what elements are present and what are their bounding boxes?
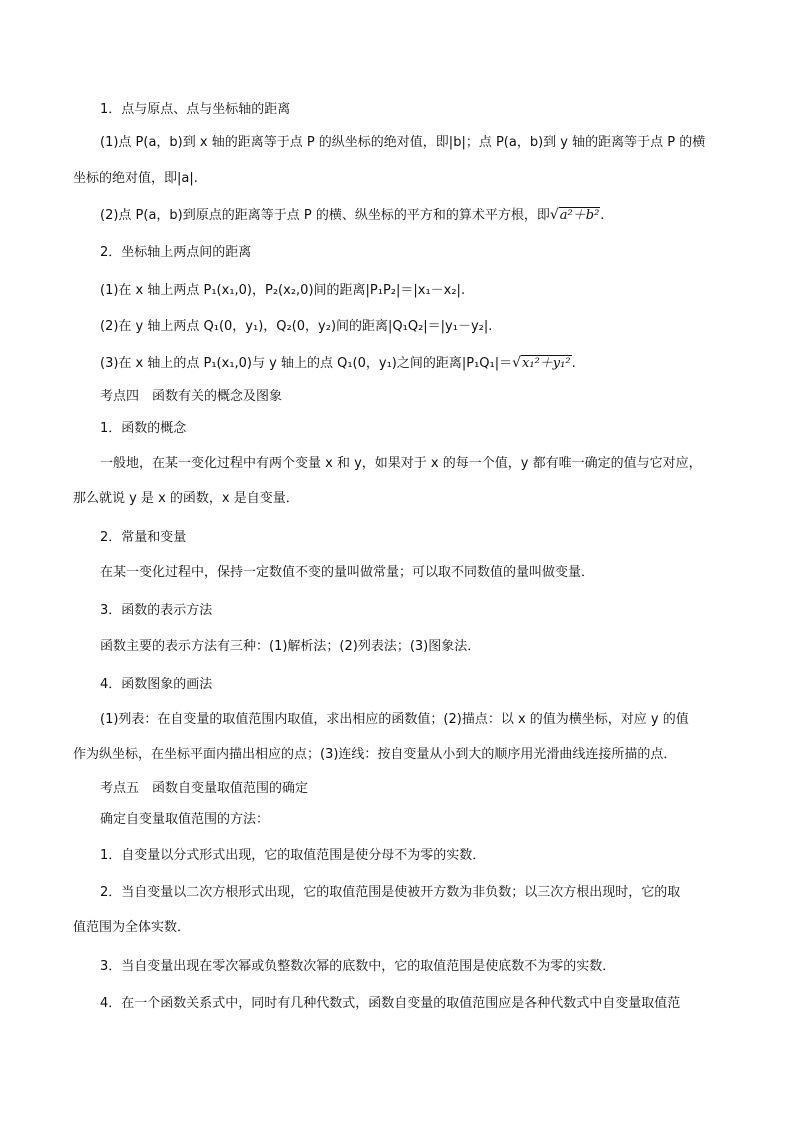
sqrt-radicand: a²＋b² bbox=[559, 208, 600, 223]
kaodian-4-item-3-title: 3．函数的表示方法 bbox=[100, 603, 213, 618]
kaodian-5-title: 考点五 函数自变量取值范围的确定 bbox=[100, 781, 309, 796]
kaodian-4-item-4-paragraph-b: 作为纵坐标，在坐标平面内描出相应的点；(3)连线：按自变量从小到大的顺序用光滑曲线连接所描的点． bbox=[73, 747, 677, 762]
kaodian-4-item-4-paragraph-a: (1)列表：在自变量的取值范围内取值，求出相应的函数值；(2)描点：以 x 的值为横坐标，对应 y 的值 bbox=[100, 712, 689, 727]
kaodian-4-item-1-paragraph-a: 一般地，在某一变化过程中有两个变量 x 和 y，如果对于 x 的每一个值，y 都有唯一确定的值与它对应， bbox=[100, 456, 702, 471]
kaodian-4-item-4-title: 4．函数图象的画法 bbox=[100, 677, 213, 692]
section-1-title: 1．点与原点、点与坐标轴的距离 bbox=[100, 102, 291, 117]
section-2-paragraph-2: (2)在 y 轴上两点 Q₁(0，y₁)，Q₂(0，y₂)间的距离|Q₁Q₂|＝|y₁－y₂|. bbox=[100, 319, 493, 334]
kaodian-4-item-1-title: 1．函数的概念 bbox=[100, 421, 187, 436]
kaodian-4-title: 考点四 函数有关的概念及图象 bbox=[100, 389, 283, 404]
section-1-paragraph-2-end: . bbox=[600, 208, 605, 223]
sqrt-formula-x1-y1: √x₁²＋y₁² bbox=[512, 355, 571, 371]
kaodian-5-rule-2b: 值范围为全体实数． bbox=[73, 920, 191, 935]
sqrt-radicand-2: x₁²＋y₁² bbox=[522, 356, 571, 371]
kaodian-5-intro: 确定自变量取值范围的方法： bbox=[100, 812, 270, 827]
kaodian-4-item-3-paragraph: 函数主要的表示方法有三种：(1)解析法；(2)列表法；(3)图象法． bbox=[100, 639, 481, 654]
section-1-paragraph-2-text: (2)点 P(a，b)到原点的距离等于点 P 的横、纵坐标的平方和的算术平方根，即 bbox=[100, 208, 550, 223]
section-2-title: 2．坐标轴上两点间的距离 bbox=[100, 245, 252, 260]
kaodian-4-item-2-paragraph: 在某一变化过程中，保持一定数值不变的量叫做常量；可以取不同数值的量叫做变量． bbox=[100, 565, 595, 580]
section-1-paragraph-1b: 坐标的绝对值，即|a|. bbox=[73, 171, 198, 186]
section-2-paragraph-3-end: . bbox=[571, 356, 576, 371]
kaodian-5-rule-3: 3．当自变量出现在零次幂或负整数次幂的底数中，它的取值范围是使底数不为零的实数． bbox=[100, 959, 616, 974]
section-2-paragraph-1: (1)在 x 轴上两点 P₁(x₁,0)，P₂(x₂,0)间的距离|P₁P₂|＝|x₁－x₂|. bbox=[100, 283, 466, 298]
section-2-paragraph-3 bbox=[100, 354, 576, 373]
kaodian-5-rule-1: 1．自变量以分式形式出现，它的取值范围是使分母不为零的实数． bbox=[100, 848, 486, 863]
kaodian-4-item-1-paragraph-b: 那么就说 y 是 x 的函数，x 是自变量． bbox=[73, 491, 299, 506]
section-1-paragraph-1a: (1)点 P(a，b)到 x 轴的距离等于点 P 的纵坐标的绝对值，即|b|；点 P(a，b)到 y 轴的距离等于点 P 的横 bbox=[100, 135, 706, 150]
section-1-paragraph-2 bbox=[100, 206, 604, 225]
kaodian-5-rule-2a: 2．当自变量以二次方根形式出现，它的取值范围是使被开方数为非负数；以三次方根出现时，它的取 bbox=[100, 885, 681, 900]
sqrt-formula-a2-b2: √a²＋b² bbox=[549, 207, 600, 223]
kaodian-4-item-2-title: 2．常量和变量 bbox=[100, 530, 187, 545]
section-2-paragraph-3-text: (3)在 x 轴上的点 P₁(x₁,0)与 y 轴上的点 Q₁(0，y₁)之间的距离|P₁Q₁|＝ bbox=[100, 356, 513, 371]
kaodian-5-rule-4: 4．在一个函数关系式中，同时有几种代数式，函数自变量的取值范围应是各种代数式中自变量取值范 bbox=[100, 996, 681, 1011]
